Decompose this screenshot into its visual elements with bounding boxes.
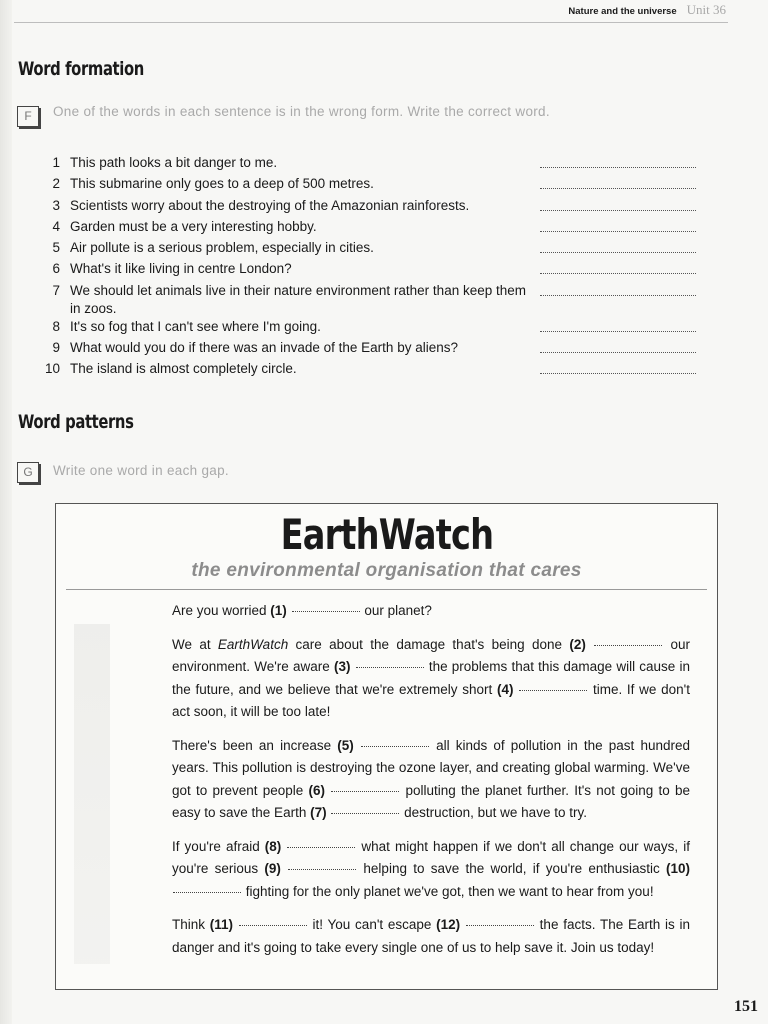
- item-number: 1: [52, 155, 60, 170]
- exercise-item: [36, 260, 716, 281]
- item-number: 5: [52, 240, 60, 256]
- header-rule: [14, 22, 728, 23]
- answer-line[interactable]: [540, 230, 696, 232]
- item-sentence: What's it like living in centre London?: [70, 261, 292, 277]
- word-formation-title: Word formation: [18, 58, 144, 80]
- answer-line[interactable]: [540, 372, 696, 374]
- item-number: 10: [44, 361, 60, 377]
- exercise-f-list: [36, 154, 716, 382]
- gap-3[interactable]: [356, 666, 424, 668]
- earthwatch-box: [55, 503, 718, 990]
- item-number: 3: [52, 197, 60, 213]
- page-spine: [0, 0, 12, 1024]
- exercise-item: [36, 239, 716, 260]
- exercise-item: [36, 339, 716, 360]
- answer-line[interactable]: [540, 187, 696, 189]
- earthwatch-title: EarthWatch: [280, 510, 493, 559]
- exercise-item: [36, 218, 716, 239]
- item-sentence: Garden must be a very interesting hobby.: [70, 218, 317, 234]
- answer-line[interactable]: [540, 351, 696, 353]
- answer-line[interactable]: [540, 330, 696, 332]
- answer-line[interactable]: [540, 251, 696, 253]
- gap-4[interactable]: [519, 689, 587, 691]
- gap-5[interactable]: [361, 745, 429, 747]
- item-sentence: This submarine only goes to a deep of 500 metres.: [70, 176, 374, 192]
- item-sentence: This path looks a bit danger to me.: [70, 155, 278, 170]
- exercise-item: [36, 282, 716, 318]
- paragraph-1: Are you worried (1) our planet?: [172, 603, 432, 618]
- earthwatch-text: [172, 600, 690, 970]
- gap-12[interactable]: [466, 924, 534, 926]
- watermark-logo: [74, 624, 110, 964]
- item-number: 6: [52, 261, 60, 277]
- item-sentence: Scientists worry about the destroying of the Amazonian rainforests.: [70, 197, 470, 213]
- gap-1[interactable]: [292, 610, 360, 612]
- exercise-item: [36, 318, 716, 339]
- exercise-f-badge: F: [17, 106, 39, 127]
- gap-10[interactable]: [173, 891, 241, 893]
- exercise-g-badge: G: [17, 462, 39, 483]
- earthwatch-rule: [66, 589, 707, 590]
- item-sentence: It's so fog that I can't see where I'm going.: [70, 318, 321, 334]
- exercise-g-instruction: Write one word in each gap.: [53, 463, 229, 478]
- word-patterns-title: Word patterns: [18, 411, 134, 433]
- answer-line[interactable]: [540, 272, 696, 274]
- item-number: 2: [52, 176, 60, 192]
- paragraph-5: Think (11) it! You can't escape (12) the facts. The Earth is in danger and it's going to take every single one of us to help save it. Join us today!: [172, 917, 690, 955]
- item-sentence: We should let animals live in their nature environment rather than keep them in zoos.: [70, 282, 526, 316]
- item-number: 7: [52, 282, 60, 298]
- gap-2[interactable]: [594, 644, 662, 646]
- exercise-item: [36, 360, 716, 381]
- gap-8[interactable]: [287, 846, 355, 848]
- gap-6[interactable]: [331, 790, 399, 792]
- item-number: 4: [52, 218, 60, 234]
- exercise-item: [36, 197, 716, 218]
- unit-label: Unit 36: [686, 2, 726, 17]
- item-number: 9: [52, 340, 60, 356]
- gap-9[interactable]: [288, 868, 356, 870]
- exercise-item: [36, 154, 716, 175]
- gap-11[interactable]: [239, 924, 307, 926]
- earthwatch-subtitle: the environmental organisation that cares: [191, 560, 582, 581]
- exercise-item: [36, 175, 716, 196]
- paragraph-2: We at EarthWatch care about the damage that's being done (2) our environment. We're aware (3) the problems that this damage will cause in the future, and we believe that we're extremely short (4) time. If we don't act soon, it will be too late!: [172, 636, 690, 719]
- chapter-title: Nature and the universe: [568, 6, 677, 17]
- paragraph-4: If you're afraid (8) what might happen if we don't all change our ways, if you're serious (9) helping to save the world, if you're enthusiastic (10) fighting for the only planet we've got, then we want to hear from you!: [172, 838, 690, 899]
- answer-line[interactable]: [540, 294, 696, 296]
- item-sentence: Air pollute is a serious problem, especially in cities.: [70, 240, 374, 256]
- item-sentence: The island is almost completely circle.: [70, 361, 297, 377]
- page-number: 151: [734, 998, 758, 1015]
- item-number: 8: [52, 318, 60, 334]
- running-header: [568, 2, 726, 18]
- gap-7[interactable]: [331, 812, 399, 814]
- answer-line[interactable]: [540, 209, 696, 211]
- paragraph-3: There's been an increase (5) all kinds of pollution in the past hundred years. This pollution is destroying the ozone layer, and creating global warming. We've got to prevent people (6) polluting the planet further. It's not going to be easy to save the Earth (7) destruction, but we have to try.: [172, 737, 690, 820]
- item-sentence: What would you do if there was an invade of the Earth by aliens?: [70, 340, 458, 356]
- exercise-f-instruction: One of the words in each sentence is in the wrong form. Write the correct word.: [53, 104, 550, 119]
- answer-line[interactable]: [540, 166, 696, 168]
